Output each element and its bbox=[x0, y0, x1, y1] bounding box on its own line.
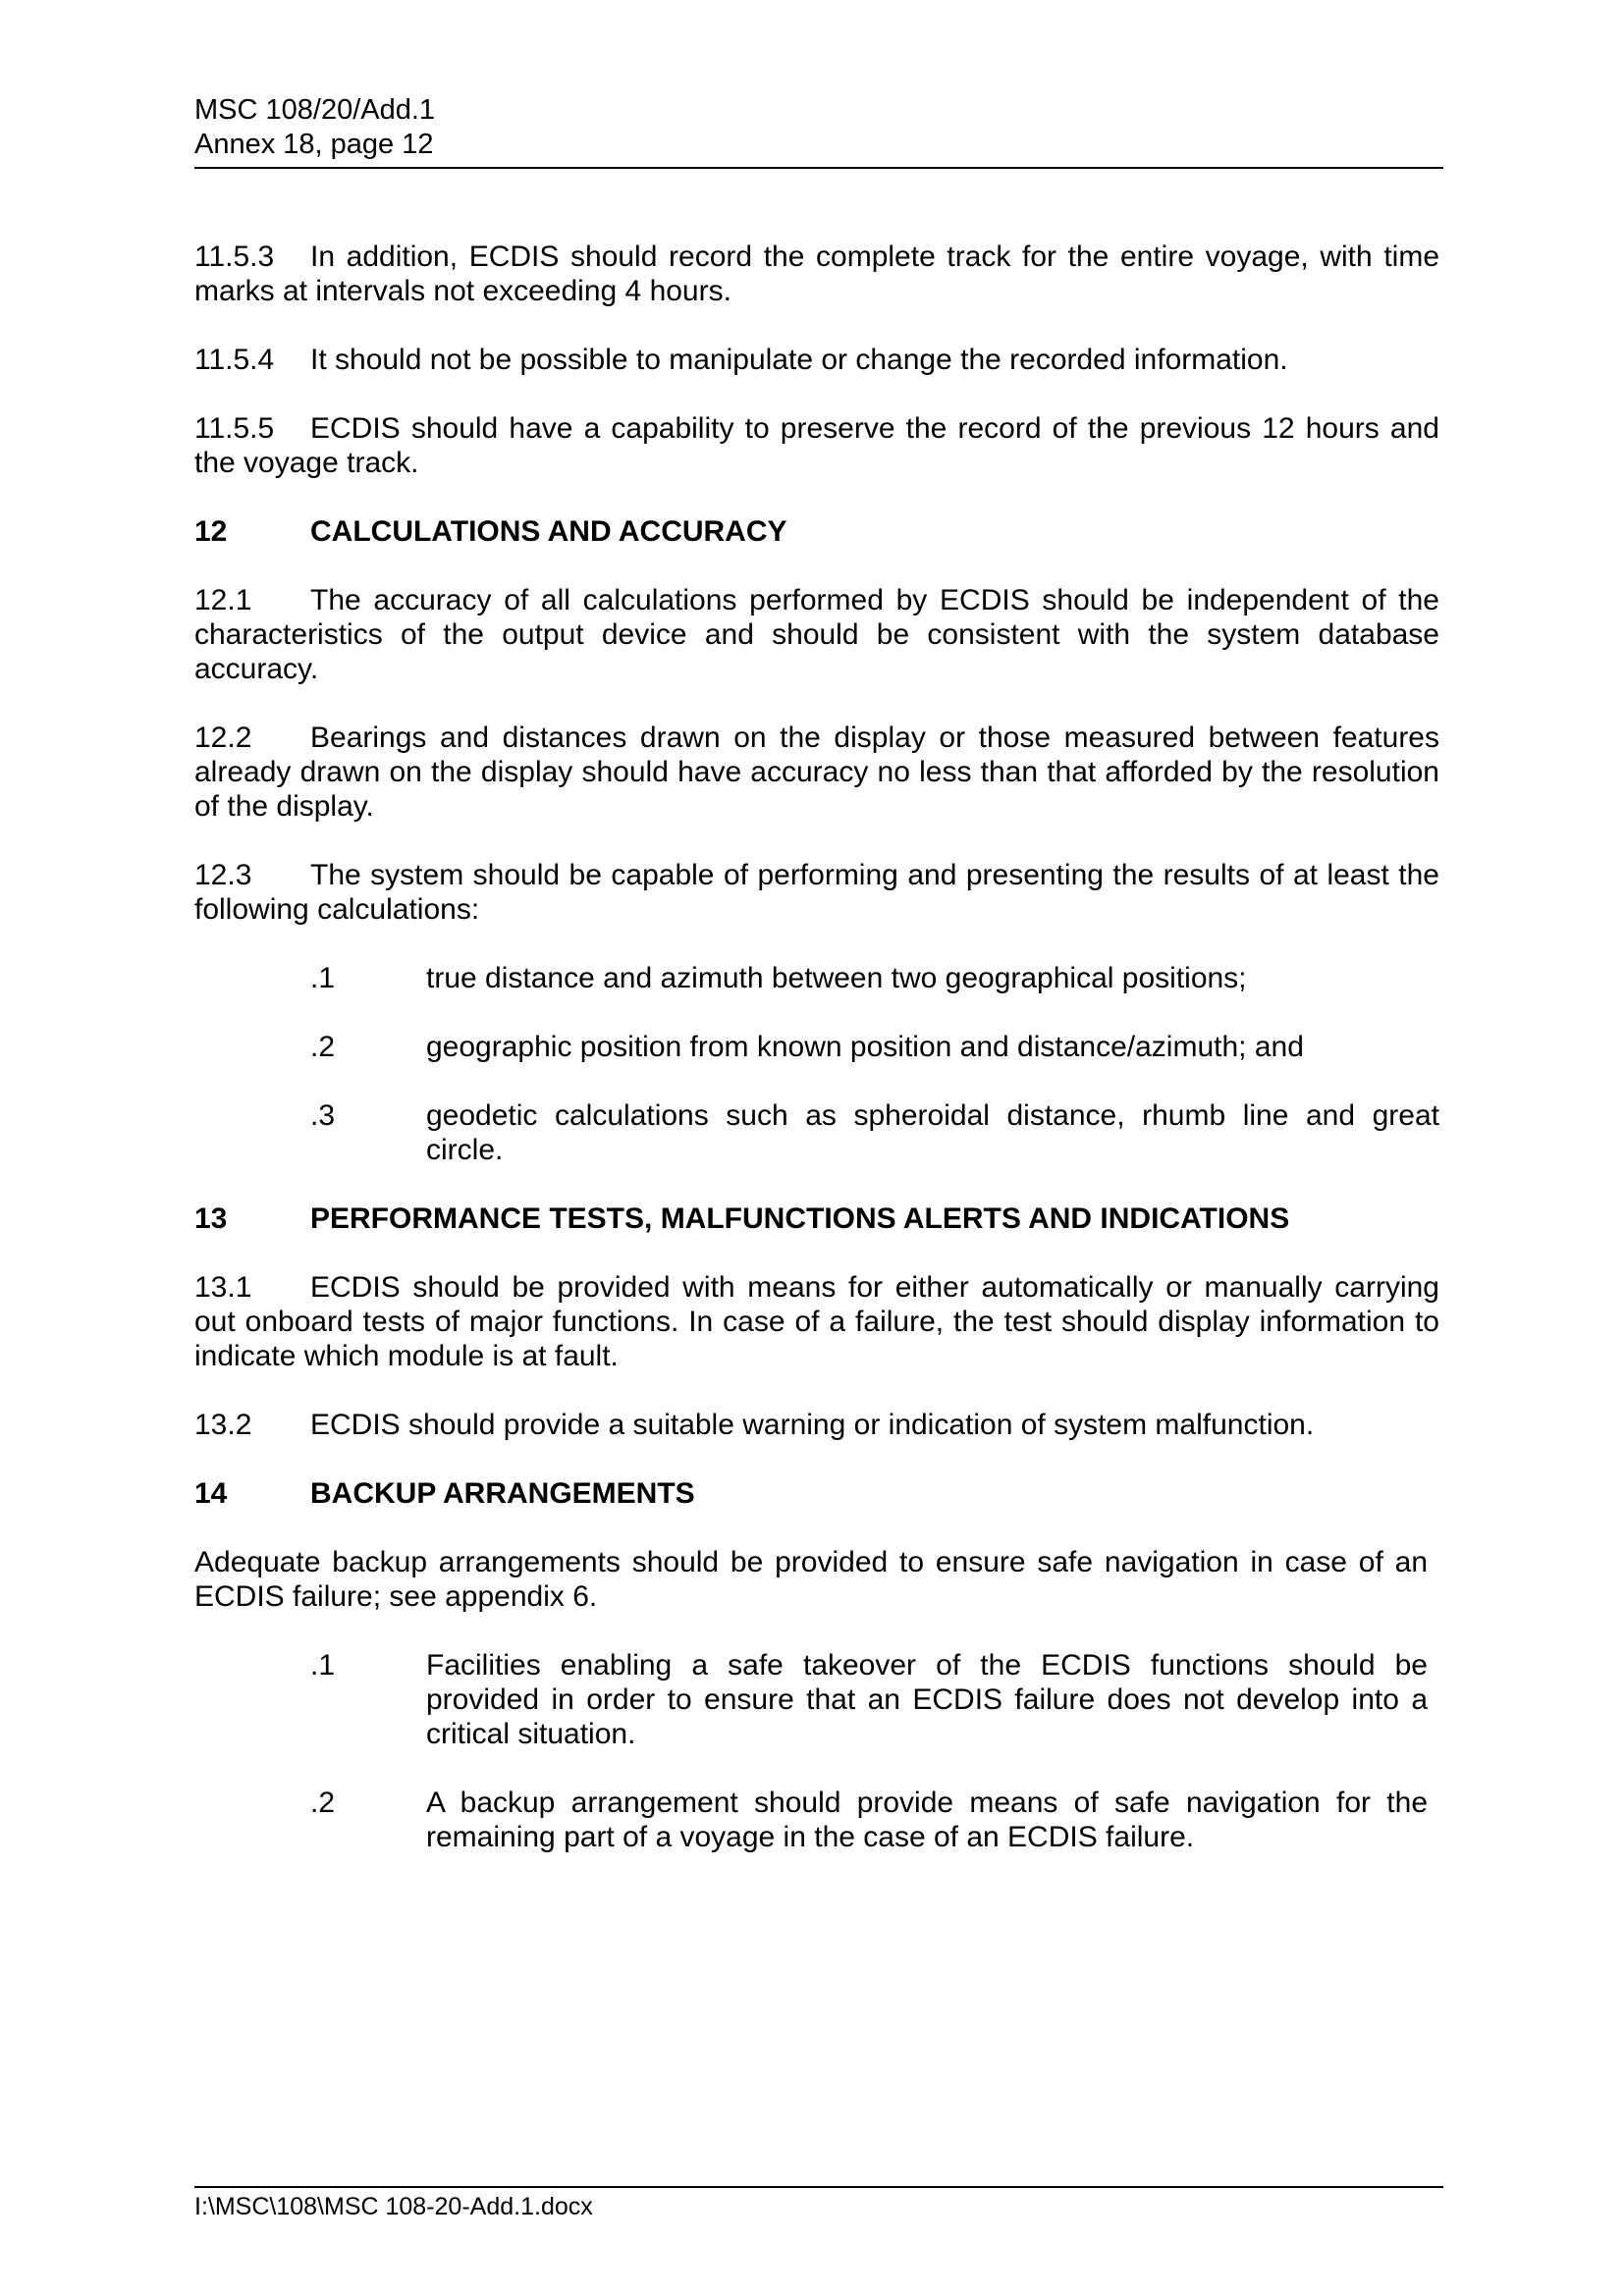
section-title: PERFORMANCE TESTS, MALFUNCTIONS ALERTS AND INDICATIONS bbox=[310, 1202, 1290, 1235]
paragraph-text: The accuracy of all calculations performed by ECDIS should be independent of the characteristics of the output device and should be consistent with the system database accuracy. bbox=[194, 584, 1439, 685]
paragraph-text: ECDIS should provide a suitable warning or indication of system malfunction. bbox=[310, 1409, 1315, 1441]
section-title: BACKUP ARRANGEMENTS bbox=[310, 1477, 695, 1510]
header-rule bbox=[194, 167, 1443, 169]
paragraph-text: Bearings and distances drawn on the display or those measured between features already drawn on the display should have accuracy no less than that afforded by the resolution of the display. bbox=[194, 721, 1439, 823]
paragraph-number: 12.2 bbox=[194, 721, 252, 754]
paragraph-number: 12.3 bbox=[194, 859, 252, 891]
paragraph-12-3 bbox=[194, 858, 1439, 927]
paragraph-text: It should not be possible to manipulate or change the recorded information. bbox=[310, 344, 1288, 376]
list-item bbox=[194, 1030, 1439, 1064]
paragraph-number: 11.5.3 bbox=[194, 240, 275, 273]
list-item bbox=[194, 1786, 1439, 1854]
document-body bbox=[194, 240, 1439, 1889]
list-item-text: true distance and azimuth between two geographical positions; bbox=[426, 962, 1247, 994]
paragraph-number: 13.1 bbox=[194, 1271, 252, 1304]
paragraph-text: ECDIS should be provided with means for either automatically or manually carrying out onboard tests of major functions. In case of a failure, the test should display information to indicate which module is at fault. bbox=[194, 1271, 1439, 1372]
paragraph-text: The system should be capable of performing and presenting the results of at least the following calculations: bbox=[194, 859, 1439, 926]
list-item bbox=[194, 1098, 1439, 1167]
paragraph-text: In addition, ECDIS should record the complete track for the entire voyage, with time marks at intervals not exceeding 4 hours. bbox=[194, 240, 1439, 307]
paragraph-12-1 bbox=[194, 583, 1439, 686]
paragraph-11-5-5 bbox=[194, 411, 1439, 480]
file-path-footer: I:\MSC\108\MSC 108-20-Add.1.docx bbox=[194, 2193, 593, 2220]
paragraph-number: 12.1 bbox=[194, 584, 252, 616]
paragraph-number: 11.5.5 bbox=[194, 412, 275, 445]
paragraph-number: 13.2 bbox=[194, 1409, 252, 1441]
list-item-text: A backup arrangement should provide means of safe navigation for the remaining part of a voyage in the case of an ECDIS failure. bbox=[426, 1787, 1428, 1853]
section-heading-12 bbox=[194, 514, 1439, 549]
list-item-number: .3 bbox=[310, 1099, 336, 1132]
paragraph-11-5-3 bbox=[194, 240, 1439, 308]
annex-page-label: Annex 18, page 12 bbox=[194, 129, 434, 160]
section-heading-13 bbox=[194, 1201, 1439, 1236]
list-item bbox=[194, 961, 1439, 995]
paragraph-12-2 bbox=[194, 721, 1439, 824]
paragraph-text: Adequate backup arrangements should be provided to ensure safe navigation in case of an ECDIS failure; see appendix 6. bbox=[194, 1546, 1428, 1613]
list-item-number: .1 bbox=[310, 962, 336, 994]
list-item-text: geodetic calculations such as spheroidal distance, rhumb line and great circle. bbox=[426, 1099, 1439, 1166]
list-item-text: Facilities enabling a safe takeover of the ECDIS functions should be provided in order to ensure that an ECDIS failure does not develop into a critical situation. bbox=[426, 1649, 1428, 1750]
section-number: 13 bbox=[194, 1202, 228, 1235]
paragraph-13-2 bbox=[194, 1408, 1439, 1442]
section-number: 14 bbox=[194, 1477, 228, 1510]
paragraph-11-5-4 bbox=[194, 343, 1439, 377]
section-heading-14 bbox=[194, 1476, 1439, 1511]
paragraph-13-1 bbox=[194, 1270, 1439, 1373]
section-title: CALCULATIONS AND ACCURACY bbox=[310, 515, 787, 548]
paragraph-number: 11.5.4 bbox=[194, 344, 275, 376]
list-item-number: .2 bbox=[310, 1787, 336, 1819]
list-item-text: geographic position from known position and distance/azimuth; and bbox=[426, 1031, 1304, 1063]
list-item-number: .1 bbox=[310, 1649, 336, 1682]
list-item-number: .2 bbox=[310, 1031, 336, 1063]
paragraph-14 bbox=[194, 1545, 1439, 1614]
paragraph-text: ECDIS should have a capability to preserve the record of the previous 12 hours and the voyage track. bbox=[194, 412, 1439, 479]
document-symbol: MSC 108/20/Add.1 bbox=[194, 94, 436, 126]
section-number: 12 bbox=[194, 515, 228, 548]
list-item bbox=[194, 1648, 1439, 1751]
footer-rule bbox=[194, 2186, 1443, 2188]
